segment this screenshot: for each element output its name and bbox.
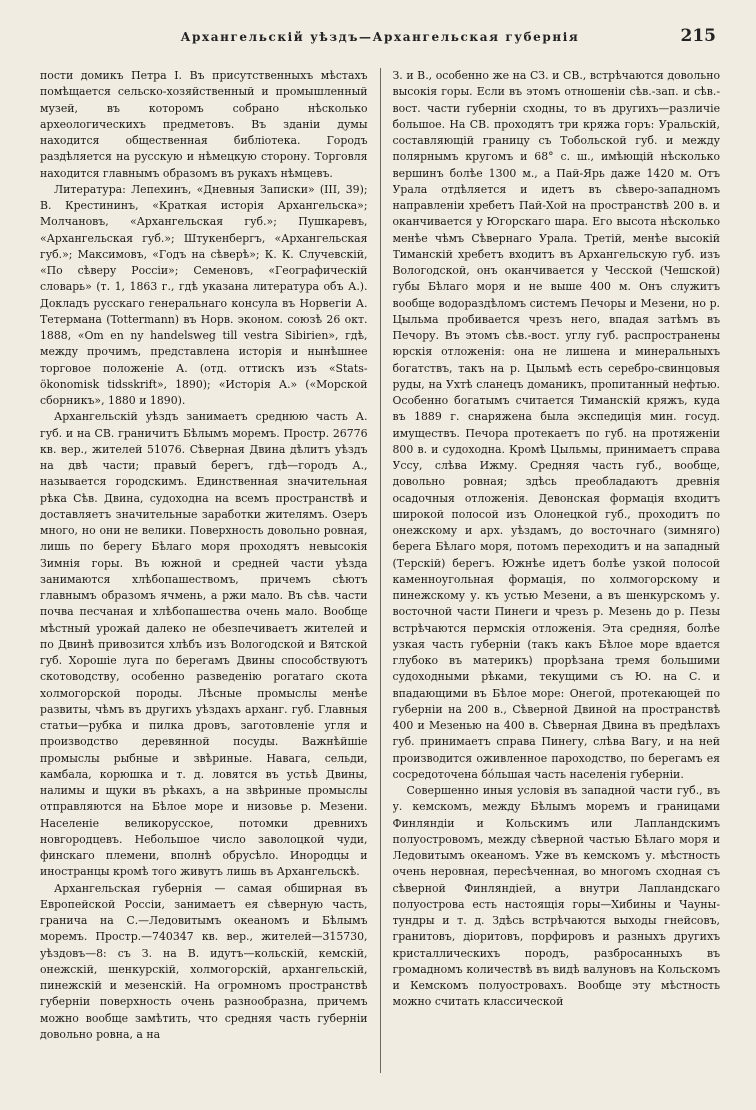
paragraph: Архангельская губернія — самая обширная въ Европейской Россіи, занимаетъ ея сѣверную часть, граничa на С.—Ледовитымъ океаномъ и Бѣлымъ моремъ. Простр.—740347 кв. вер., жителей—315730, уѣздовъ—8: съ З. на В. идутъ—кольскій, кемскій, онежскій, шенкурскій, холмогорскій, архангельскій, пинежскій и мезенскій. На огромномъ пространствѣ губерніи поверхность очень разнообразна, причемъ можно вообще замѣтить, что средняя часть губерніи довольно ровна, а на — [40, 881, 368, 1041]
column-divider — [380, 68, 381, 1073]
left-column — [40, 68, 368, 1073]
paragraph: Литература: Лепехинъ, «Дневныя Записки» (III, 39); В. Крестининъ, «Краткая исторія Архангельска»; Молчановъ, «Архангельская губ.»; Пушкаревъ, «Архангельская губ.»; Штукенбергъ, «Архангельская губ.»; Максимовъ, «Годъ на сѣверѣ»; К. К. Случевскій, «По сѣверу Россіи»; Семеновъ, «Географическій словарь» (т. 1, 1863 г., гдѣ указана литература объ А.). Докладъ русскаго генеральнаго консула въ Норвегіи А. Тетермана (Tottermann) въ Норв. эконом. союзѣ 26 окт. 1888, «Om en ny handelsweg till vestra Sibirien», гдѣ, между прочимъ, представлена исторія и нынѣшнее торговое положеніе А. (отд. оттискъ изъ «Stats-ökonomisk tidsskrift», 1890); «Исторія А.» («Морской сборникъ», 1880 и 1890). — [40, 182, 368, 407]
running-title: Архангельскій уѣздъ—Архангельская губернія — [180, 30, 580, 44]
text-columns — [40, 68, 720, 1073]
paragraph: Совершенно иныя условія въ западной части губ., въ у. кемскомъ, между Бѣлымъ моремъ и границами Финляндіи и Кольскимъ или Лапландскимъ полуостровомъ, между сѣверной частью Бѣлаго моря и Ледовитымъ океаномъ. Уже въ кемскомъ у. мѣстность очень неровная, пересѣченная, во многомъ сходная съ сѣверной Финляндіей, а внутри Лапландскаго полуострова есть настоящія горы—Хибины и Чауны-тундры и т. д. Здѣсь встрѣчаются выходы гнейсовъ, гранитовъ, діоритовъ, порфировъ и разныхъ другихъ кристаллическихъ породъ, разбросанныхъ въ громадномъ количествѣ въ видѣ валуновъ на Кольскомъ и Кемскомъ полуостровахъ. Вообще эту мѣстность можно считать классической — [392, 784, 721, 1009]
paragraph: З. и В., особенно же на СЗ. и СВ., встрѣчаются довольно высокія горы. Если въ этомъ отношеніи сѣв.-зап. и сѣв.-вост. части губерніи сходны, то въ другихъ—различіе большое. На СВ. проходятъ три кряжа горъ: Уральскій, составляющій границу съ Тобольской губ. и между полярнымъ кругомъ и 68° с. ш., имѣющій нѣсколько вершинъ болѣе 1300 м., а Пай-Ярь даже 1420 м. Отъ Урала отдѣляется и идетъ въ сѣверо-западномъ направленіи хребетъ Пай-Хой на пространствѣ 200 в. и оканчивается у Югорскаго шара. Его высота нѣсколько менѣе чѣмъ Сѣвернаго Урала. Третій, менѣе высокій Тиманскій хребетъ входитъ въ Архангельскую губ. изъ Вологодской, онъ оканчивается у Чесской (Чешской) губы Бѣлаго моря и не выше 400 м. Онъ служитъ вообще водораздѣломъ системъ Печоры и Мезени, но р. Цыльма пробивается чрезъ него, впадая затѣмъ въ Печору. Въ этомъ сѣв.-вост. углу губ. распространены юрскія отложенія: она не лишена и минеральныхъ богатствъ, такъ на р. Цыльмѣ есть серебро-свинцовыя руды, на Ухтѣ сланецъ доманикъ, пропитанный нефтью. Особенно богатымъ считается Тиманскій кряжъ, куда въ 1889 г. снаряжена была экспедиція мин. госуд. имуществъ. Печора протекаетъ по губ. на протяженіи 800 в. и судоходна. Кромѣ Цыльмы, принимаетъ справа Уссу, слѣва Ижму. Средняя часть губ., вообще, довольно ровная; здѣсь преобладаютъ древнія осадочныя отложенія. Девонская формація входитъ широкой полосой изъ Олонецкой губ., проходитъ по онежскому и арх. уѣздамъ, до восточнаго (зимняго) берега Бѣлаго моря, потомъ переходитъ и на западный (Терскій) берегъ. Южнѣе идетъ болѣе узкой полосой каменноугольная формація, по холмогорскому и пинежскому у. къ устью Мезени, а въ шенкурскомъ у. восточной части Пинеги и чрезъ р. Мезень до р. Пезы встрѣчаются пермскія отложенія. Эта средняя, болѣе узкая часть губерніи (такъ какъ Бѣлое море вдается глубоко въ материкъ) прорѣзана тремя большими судоходными рѣками, текущими съ Ю. на С. и впадающими въ Бѣлое море: Онегой, протекающей по губерніи на 200 в., Сѣверной Двиной на пространствѣ 400 и Мезенью на 400 в. Сѣверная Двина въ предѣлахъ губ. принимаетъ справа Пинегу, слѣва Вагу, и на ней производится оживленное пароходство, по берегамъ ея сосредоточена бóльшая часть населенія губерніи. — [392, 69, 721, 781]
paragraph: пости домикъ Петра I. Въ присутственныхъ мѣстахъ помѣщается сельско-хозяйственный и промышленный музей, въ которомъ собрано нѣсколько археологическихъ предметовъ. Въ зданіи думы находится общественная библіотека. Городъ раздѣляется на русскую и нѣмецкую сторону. Торговля находится главнымъ образомъ въ рукахъ нѣмцевъ. — [40, 69, 368, 180]
paragraph: Архангельскій уѣздъ занимаетъ среднюю часть А. губ. и на СВ. граничитъ Бѣлымъ моремъ. Простр. 26776 кв. вер., жителей 51076. Сѣверная Двина дѣлитъ уѣздъ на двѣ части; правый берегъ, гдѣ—городъ А., называется городскимъ. Единственная значительная рѣка Сѣв. Двина, судоходна на всемъ пространствѣ и доставляетъ значительные заработки жителямъ. Озеръ много, но они не велики. Поверхность довольно ровная, лишь по берегу Бѣлаго моря проходятъ невысокія Зимнія горы. Въ южной и средней части уѣзда занимаются хлѣбопашествомъ, причемъ сѣютъ главнымъ образомъ ячмень, а ржи мало. Въ сѣв. части почва песчаная и хлѣбопашества очень мало. Вообще мѣстный урожай далеко не обезпечиваетъ жителей и по Двинѣ привозится хлѣбъ изъ Вологодской и Вятской губ. Хорошіе луга по берегамъ Двины способствуютъ скотоводству, особенно разведенію рогатаго скота холмогорской породы. Лѣсные промыслы менѣе развиты, чѣмъ въ другихъ уѣздахъ арханг. губ. Главныя статьи—рубка и пилка дровъ, заготовленіе угля и производство деревянной посуды. Важнѣйшіе промыслы рыбные и звѣриные. Навага, сельди, камбала, корюшка и т. д. ловятся въ устьѣ Двины, налимы и щуки въ рѣкахъ, а на звѣриные промыслы отправляются на Бѣлое море и низовье р. Мезени. Населеніе великорусское, потомки древнихъ новгородцевъ. Небольшое число заволоцкой чуди, финскаго племени, вполнѣ обрусѣло. Инородцы и иностранцы кромѣ того живутъ лишь въ Архангельскѣ. — [40, 410, 368, 879]
page-number: 215 — [680, 26, 716, 46]
right-column — [393, 68, 721, 1073]
running-head — [40, 26, 720, 56]
